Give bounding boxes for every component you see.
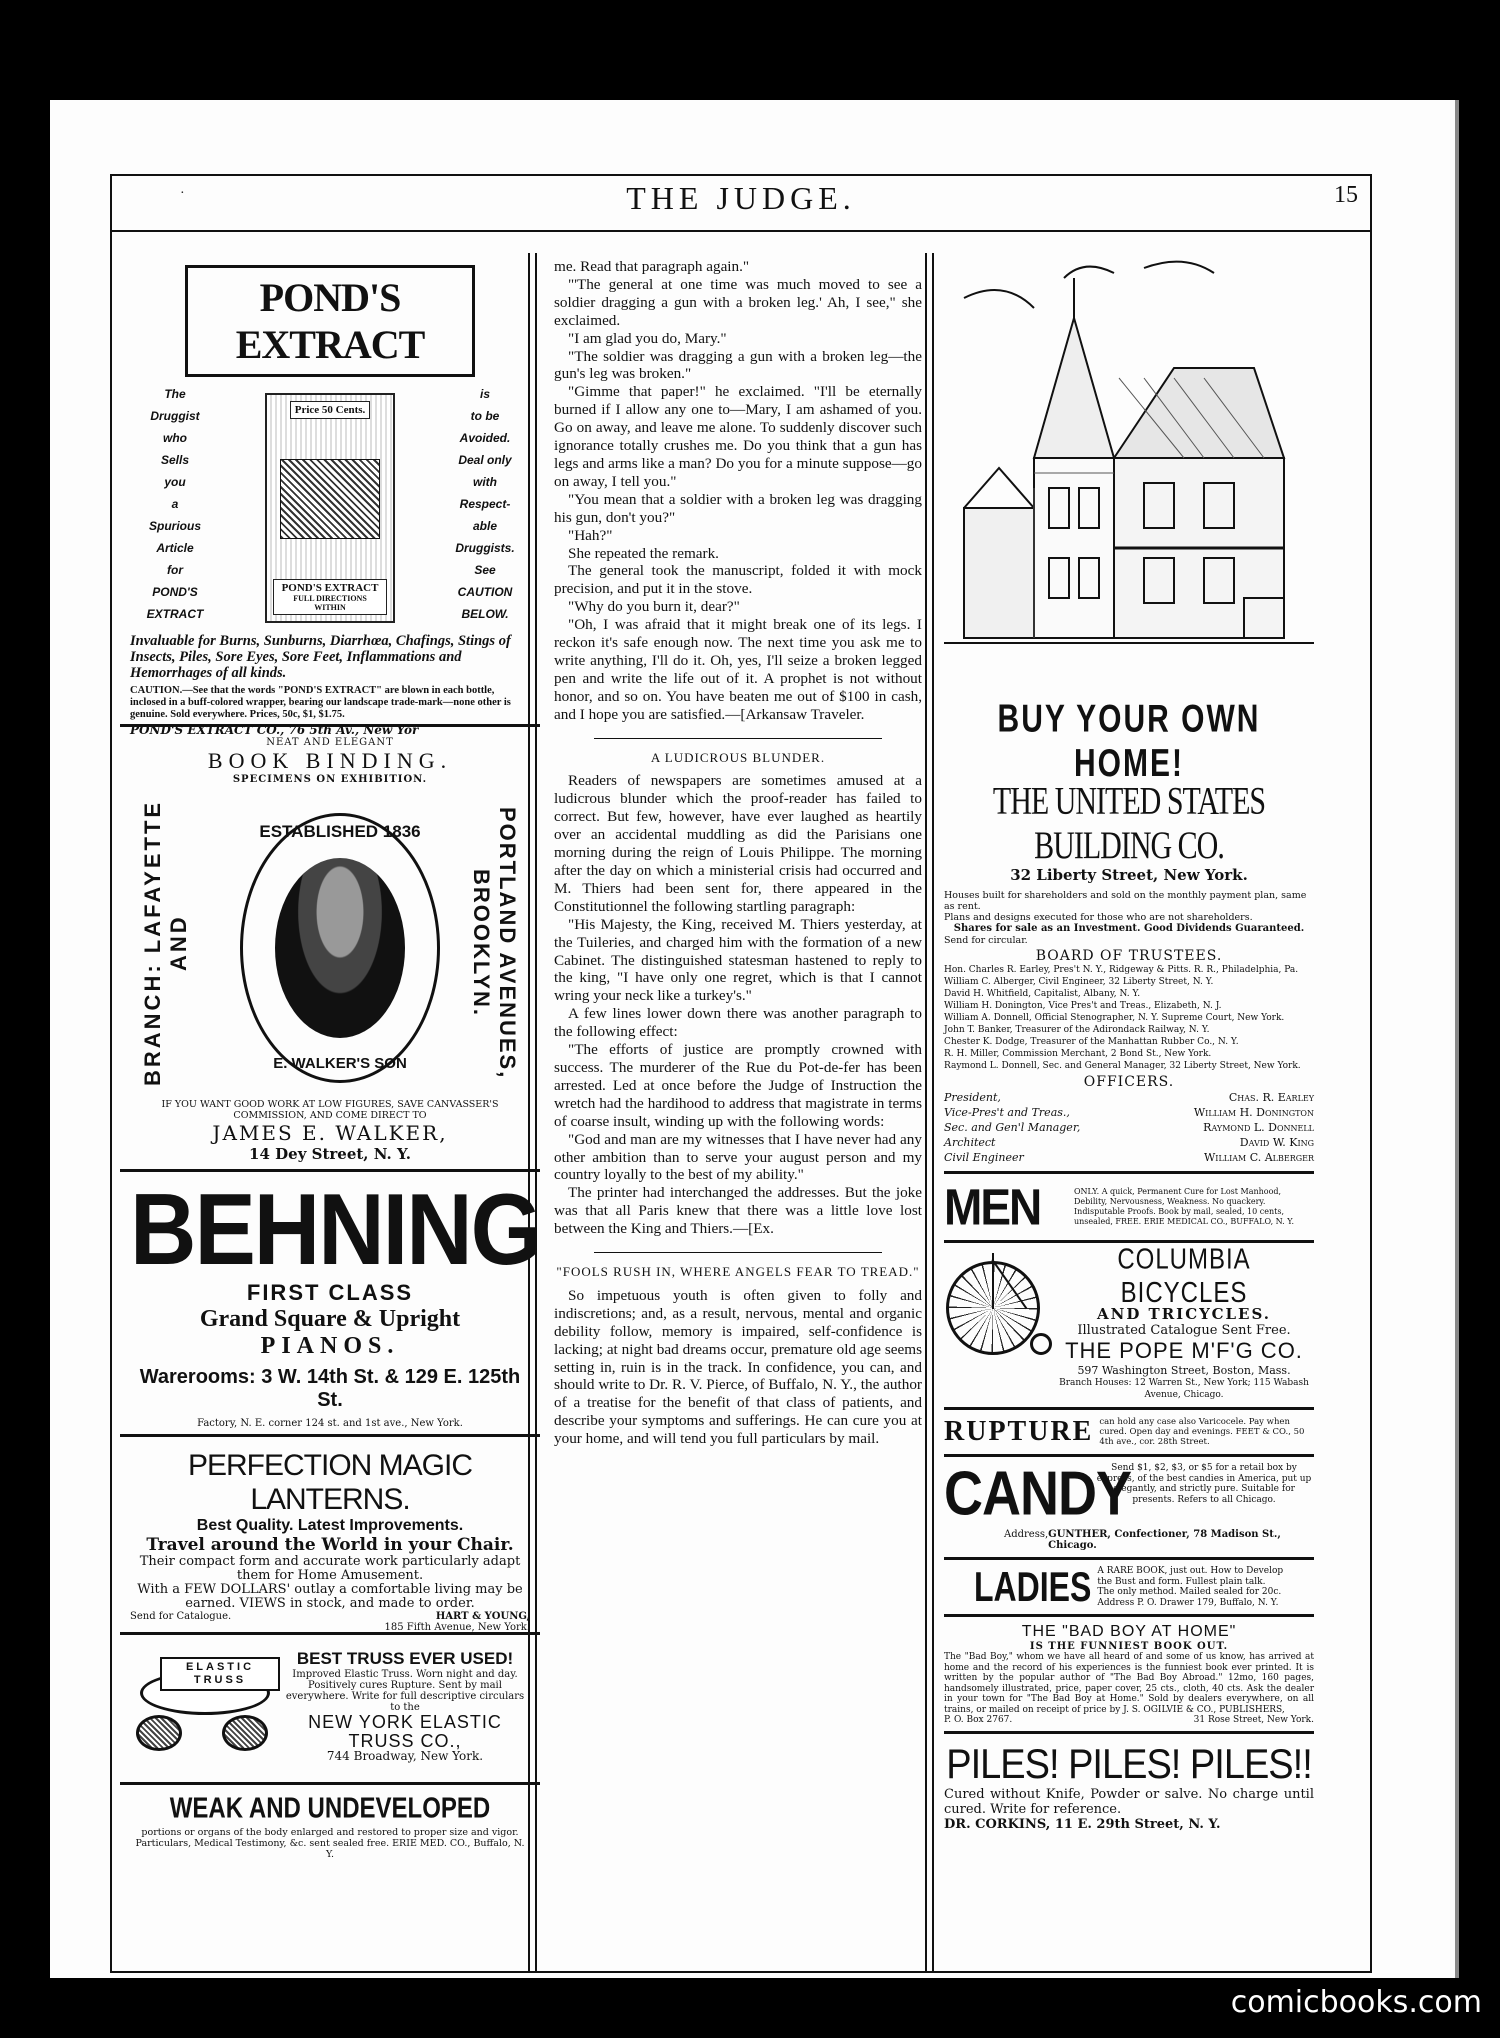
- piles-doctor: DR. CORKINS, 11 E. 29th Street, N. Y.: [944, 1817, 1221, 1832]
- article-fools-rush: [554, 1287, 922, 1448]
- columbia-address: 597 Washington Street, Boston, Mass.: [1077, 1364, 1291, 1377]
- elastic-truss-ad: [120, 1635, 540, 1785]
- officer-name: Chas. R. Earley: [1228, 1091, 1314, 1104]
- building-send: Send for circular.: [944, 935, 1028, 946]
- article-paragraph: me. Read that paragraph again.": [554, 258, 750, 275]
- rupture-ad: [944, 1407, 1314, 1454]
- trustee-entry: Chester K. Dodge, Treasurer of the Manhattan Rubber Co., N. Y.: [944, 1037, 1239, 1047]
- ladies-text: A RARE BOOK, just out. How to Develop the Bust and form. Fullest plain talk. The only method. Mailed sealed for 20c. Address P. O. Drawer 179, Buffalo, N. Y.: [1097, 1566, 1284, 1608]
- ponds-right-item: BELOW.: [461, 607, 509, 621]
- page-edge: [1455, 100, 1459, 1978]
- heading-ludicrous-blunder: A LUDICROUS BLUNDER.: [650, 749, 826, 765]
- bottle-landscape-image: [280, 459, 380, 539]
- behning-pianos: PIANOS.: [260, 1333, 400, 1359]
- piles-title: PILES! PILES! PILES!!: [946, 1741, 1312, 1789]
- trustee-entry: William H. Donington, Vice Pres't and Treas., Elizabeth, N. J.: [944, 1001, 1222, 1011]
- article-paragraph: "The efforts of justice are promptly crowned with success. The murderer of the Rue du Pot-de-fer has been arrested. Led at once before the Judge of Instruction the wretch had the hardihood to address that magistrate in terms of coarse insult, winding up with the following words:: [554, 1041, 922, 1130]
- magic-lanterns-ad: [120, 1437, 540, 1635]
- candy-word: CANDY: [944, 1459, 1132, 1529]
- officer-role: Architect: [944, 1136, 996, 1149]
- article-paragraph: "His Majesty, the King, received M. Thiers yesterday, at the Tuileries, and charged him with the formation of a new Cabinet. The distinguished statesman hastened to reply to the king, "I have only one regret, which is that I cannot wring your neck like a turkey's.": [554, 915, 922, 1005]
- candy-ad: [944, 1454, 1314, 1557]
- bb-title: BOOK BINDING.: [207, 748, 453, 773]
- columbia-company: THE POPE M'F'G CO.: [1065, 1338, 1303, 1363]
- article-paragraph: "Gimme that paper!" he exclaimed. "I'll be eternally burned if I allow any one to—Mary, I am ashamed of you. Go on away, and leave me alone. To suddenly discover such ignorance totally crushes me. Do you think that a gun has legs and arms like a man? Do you for a minute suppose—go on away, I tell you.": [554, 383, 922, 490]
- ponds-left-item: a: [171, 497, 179, 511]
- bb-portland-vertical: PORTLAND AVENUES, BROOKLYN.: [469, 806, 520, 1080]
- officer-role: Sec. and Gen'l Manager,: [944, 1121, 1081, 1134]
- ponds-left-item: The: [164, 387, 186, 401]
- officer-row: [944, 1150, 1314, 1165]
- columbia-bicycles-ad: [944, 1240, 1314, 1407]
- trustee-entry: Raymond L. Donnell, Sec. and General Manager, 32 Liberty Street, New York.: [944, 1061, 1301, 1071]
- candy-address-label: Address,: [1004, 1529, 1049, 1540]
- article-paragraph: "God and man are my witnesses that I have never had any other ambition than to serve your august person and my country loyally to the best of my ability.": [554, 1130, 922, 1184]
- men-ad: [944, 1171, 1314, 1240]
- badboy-title: THE "BAD BOY AT HOME": [1021, 1623, 1237, 1640]
- ponds-right-text: [440, 383, 530, 625]
- bb-established: ESTABLISHED 1836: [259, 822, 421, 841]
- bottle-price: Price 50 Cents.: [290, 401, 371, 419]
- ponds-right-item: able: [472, 519, 497, 533]
- ponds-left-text: [130, 383, 220, 625]
- ponds-left-item: Article: [156, 541, 194, 555]
- board-title: BOARD OF TRUSTEES.: [1035, 948, 1223, 964]
- bottle-label: POND'S EXTRACT FULL DIRECTIONS WITHIN: [273, 579, 387, 615]
- behning-factory: Factory, N. E. corner 124 st. and 1st ave., New York.: [197, 1418, 463, 1429]
- ponds-right-item: to be: [470, 409, 500, 423]
- behning-piano-ad: [120, 1172, 540, 1437]
- column-right: [944, 258, 1314, 1838]
- article-paragraph: "Why do you burn it, dear?": [568, 598, 740, 616]
- ponds-right-item: CAUTION: [457, 585, 513, 599]
- weak-undeveloped-ad: [120, 1785, 540, 1864]
- bb-branch-vertical: BRANCH: LAFAYETTE AND: [140, 799, 191, 1087]
- ponds-right-item: See: [474, 563, 496, 577]
- article-paragraph: "You mean that a soldier with a broken leg was dragging his gun, don't you?": [554, 490, 922, 526]
- trustee-entry: R. H. Miller, Commission Merchant, 2 Bond St., New York.: [944, 1049, 1212, 1059]
- rupture-word: RUPTURE: [944, 1416, 1094, 1447]
- officer-name: Raymond L. Donnell: [1203, 1121, 1314, 1134]
- house-illustration-image: [944, 258, 1314, 688]
- column-middle: [554, 258, 922, 1448]
- article-paragraph: "'The general at one time was much moved to see a soldier dragging a gun with a broken leg.' Ah, I see," she exclaimed.: [554, 275, 922, 329]
- masthead: · THE JUDGE. 15: [180, 180, 1358, 216]
- ponds-left-item: Spurious: [148, 519, 201, 533]
- trustee-entry: Hon. Charles R. Earley, Pres't N. Y., Ridgeway & Pitts. R. R., Philadelphia, Pa.: [944, 965, 1299, 975]
- piles-text: Cured without Knife, Powder or salve. No charge until cured. Write for reference.: [944, 1787, 1314, 1817]
- watermark: comicbooks.com: [1230, 1985, 1482, 2020]
- behning-grand: Grand Square & Upright: [199, 1306, 461, 1332]
- trustee-entry: William A. Donnell, Official Stenographer, N. Y. Supreme Court, New York.: [944, 1013, 1285, 1023]
- ponds-right-item: Druggists.: [455, 541, 515, 555]
- article-paragraph: The general took the manuscript, folded it with mock precision, and put it in the stove.: [554, 562, 922, 598]
- men-text: ONLY. A quick, Permanent Cure for Lost Manhood, Debility, Nervousness, Weakness. No quackery. Indisputable Proofs. Book by mail, sealed, 10 cents, unsealed, FREE. ERIE MEDICAL CO., BUFFALO, N. Y.: [1074, 1187, 1295, 1226]
- article-paragraph: "Oh, I was afraid that it might break one of its legs. I reckon it's safe enough now. The next time you ask me to write anything, I'll do it. Oh, yes, I'll seize a broken legged pen and write the life out of it. A prophet is not without honor, and so on. You have beaten me out of $100 in cash, and I hope you are satisfied.—[Arkansaw Traveler.: [554, 616, 922, 723]
- behning-warerooms: Warerooms: 3 W. 14th St. & 129 E. 125th St.: [139, 1366, 521, 1411]
- building-co-ad: [944, 258, 1314, 1165]
- columbia-branch: Branch Houses: 12 Warren St., New York; 115 Wabash Avenue, Chicago.: [1059, 1378, 1309, 1400]
- article-paragraph: "Hah?": [568, 526, 613, 544]
- badboy-body: The "Bad Boy," whom we have all heard of and some of us know, has arrived at home and the record of his experiences is the funniest book ever printed. It is written by the popular author of "The Bad Boy Abroad." 12mo, 160 pages, handsomely illustrated, price, paper cover, 25 cts., cloth, 40 cts. Ask the dealer in your town for "The Bad Boy at Home." Sold by dealers everywhere, on all trains, or mailed on receipt of price by J. S. OGILVIE & CO., PUBLISHERS,: [944, 1652, 1314, 1715]
- bb-specimens: SPECIMENS ON EXHIBITION.: [232, 774, 428, 785]
- behning-first-class: FIRST CLASS: [246, 1280, 414, 1305]
- ponds-left-item: EXTRACT: [146, 607, 204, 621]
- ponds-left-item: you: [164, 475, 186, 489]
- ponds-company: POND'S EXTRACT CO., 76 5th Av., New Yor: [130, 723, 419, 737]
- officer-row: [944, 1090, 1314, 1105]
- article-paragraph: She repeated the remark.: [568, 544, 719, 562]
- truss-company: NEW YORK ELASTIC TRUSS CO.,: [308, 1712, 502, 1751]
- article-arkansaw: [554, 258, 922, 724]
- columbia-catalogue: Illustrated Catalogue Sent Free.: [1077, 1323, 1291, 1338]
- weak-small: portions or organs of the body enlarged and restored to proper size and vigor. Particulars, Medical Testimony, &c. sent sealed free. ERIE MED. CO., Buffalo, N. Y.: [135, 1827, 525, 1860]
- piles-ad: [944, 1731, 1314, 1838]
- ponds-left-item: Druggist: [150, 409, 200, 423]
- bb-small: IF YOU WANT GOOD WORK AT LOW FIGURES, SAVE CANVASSER'S COMMISSION, AND COME DIRECT TO: [161, 1099, 499, 1121]
- candy-text: Send $1, $2, $3, or $5 for a retail box by express, of the best candies in America, put up elegantly, and strictly pure. Suitable for presents. Refers to all Chicago.: [1096, 1463, 1312, 1505]
- officer-row: [944, 1135, 1314, 1150]
- columbia-sub: AND TRICYCLES.: [1096, 1305, 1272, 1323]
- ponds-title: POND'S EXTRACT: [185, 265, 475, 377]
- officer-name: David W. King: [1239, 1136, 1314, 1149]
- book-binding-ad: [120, 727, 540, 1172]
- ponds-right-item: Avoided.: [459, 431, 511, 445]
- bad-boy-ad: [944, 1614, 1314, 1731]
- page-number: 15: [1334, 182, 1358, 208]
- ponds-left-item: who: [163, 431, 187, 445]
- column-rule: [932, 253, 934, 1973]
- bb-name: JAMES E. WALKER,: [212, 1121, 448, 1145]
- officer-role: Civil Engineer: [944, 1151, 1024, 1164]
- candy-gunther: GUNTHER, Confectioner, 78 Madison St., Chicago.: [1048, 1529, 1281, 1551]
- trustee-entry: David H. Whitfield, Capitalist, Albany, N. Y.: [944, 989, 1141, 999]
- lanterns-body: Their compact form and accurate work particularly adapt them for Home Amusement.: [139, 1554, 521, 1583]
- truss-address: 744 Broadway, New York.: [326, 1749, 484, 1763]
- trustee-entry: John T. Banker, Treasurer of the Adirondack Railway, N. Y.: [944, 1025, 1210, 1035]
- ponds-extract-ad: [120, 255, 540, 737]
- officer-role: President,: [944, 1091, 1001, 1104]
- rupture-text: can hold any case also Varicocele. Pay when cured. Open day and evenings. FEET & CO., 50 4th ave., cor. 28th Street.: [1099, 1417, 1305, 1447]
- officers-title: OFFICERS.: [1083, 1074, 1175, 1090]
- home-title: BUY YOUR OWN HOME!: [997, 697, 1261, 785]
- ponds-left-item: POND'S: [152, 585, 198, 599]
- lanterns-sub: Best Quality. Latest Improvements.: [196, 1517, 464, 1534]
- ladies-ad: [944, 1557, 1314, 1614]
- article-paragraph: "I am glad you do, Mary.": [568, 329, 727, 347]
- badboy-street: 31 Rose Street, New York.: [1193, 1715, 1314, 1725]
- building-shares: Shares for sale as an Investment. Good Dividends Guaranteed.: [953, 923, 1305, 934]
- bb-address: 14 Dey Street, N. Y.: [249, 1145, 411, 1163]
- building-plans: Plans and designs executed for those who are not shareholders.: [944, 912, 1253, 923]
- ponds-left-item: for: [167, 563, 183, 577]
- lanterns-send: Send for Catalogue.: [130, 1611, 232, 1622]
- article-ludicrous-blunder: [554, 772, 922, 1238]
- men-word: MEN: [944, 1178, 1041, 1236]
- officer-role: Vice-Pres't and Treas.,: [944, 1106, 1070, 1119]
- bb-medallion: [240, 813, 440, 1083]
- bicycle-image: [944, 1249, 1054, 1369]
- trustee-list: [944, 964, 1314, 1072]
- badboy-sub: IS THE FUNNIEST BOOK OUT.: [1029, 1641, 1229, 1652]
- truss-image: [130, 1649, 280, 1759]
- trustee-entry: William C. Alberger, Civil Engineer, 32 Liberty Street, N. Y.: [944, 977, 1214, 987]
- ponds-invaluable: Invaluable for Burns, Sunburns, Diarrhœa, Chafings, Stings of Insects, Piles, Sore Eyes, Sore Feet, Inflammations and Hemorrhages of all kinds.: [130, 633, 511, 681]
- truss-label: ELASTIC TRUSS: [160, 1657, 280, 1691]
- article-paragraph: Readers of newspapers are sometimes amused at a ludicrous blunder which the proof-reader has failed to correct. But few, however, have ever laughed as heartily over an accidental muddling as did the Parisians one morning during the reign of Louis Philippe. The morning after the day on which a ministerial crisis had occurred and M. Thiers had been sent for, there appeared in the Constitutionnel the following startling paragraph:: [554, 772, 922, 915]
- article-paragraph: A few lines lower down there was another paragraph to the following effect:: [554, 1005, 922, 1041]
- columbia-title: COLUMBIA BICYCLES: [1117, 1243, 1251, 1310]
- article-paragraph: The printer had interchanged the addresses. But the joke was that all Paris knew that there was a little love lost between the King and Thiers.—[Ex.: [554, 1184, 922, 1238]
- ponds-right-item: with: [473, 475, 497, 489]
- ponds-right-item: is: [479, 387, 490, 401]
- lanterns-hart: HART & YOUNG,: [435, 1611, 530, 1622]
- lanterns-hart-address: 185 Fifth Avenue, New York.: [384, 1622, 530, 1633]
- lanterns-travel: Travel around the World in your Chair.: [146, 1535, 514, 1555]
- truss-best: BEST TRUSS EVER USED!: [296, 1649, 514, 1668]
- masthead-title: THE JUDGE.: [626, 180, 856, 216]
- ponds-left-item: Sells: [160, 453, 190, 467]
- ponds-right-item: Deal only: [458, 453, 512, 467]
- truss-small: Improved Elastic Truss. Worn night and day. Positively cures Rupture. Sent by mail everywhere. Write for full descriptive circulars to the: [285, 1669, 525, 1713]
- masthead-rule: [110, 230, 1372, 232]
- badboy-po: P. O. Box 2767.: [944, 1715, 1013, 1725]
- ladies-word: LADIES: [974, 1562, 1092, 1610]
- officer-row: [944, 1120, 1314, 1135]
- officer-list: [944, 1090, 1314, 1165]
- ponds-caution: CAUTION.—See that the words "POND'S EXTRACT" are blown in each bottle, inclosed in a buff-colored wrapper, bearing our landscape trade-mark—none other is genuine. Sold everywhere. Prices, 50c, $1, $1.75.: [130, 685, 511, 720]
- article-paragraph: "The soldier was dragging a gun with a broken leg—the gun's leg was broken.": [554, 347, 922, 383]
- building-co-address: 32 Liberty Street, New York.: [1010, 866, 1248, 884]
- officer-name: William H. Donington: [1193, 1106, 1314, 1119]
- column-left: [120, 255, 540, 1864]
- lanterns-body2: With a FEW DOLLARS' outlay a comfortable living may be earned. VIEWS in stock, and made to order.: [137, 1582, 523, 1611]
- lanterns-title: PERFECTION MAGIC LANTERNS.: [187, 1449, 472, 1516]
- behning-name: BEHNING: [130, 1173, 541, 1287]
- bb-son: E. WALKER'S SON: [273, 1055, 407, 1072]
- article-paragraph: So impetuous youth is often given to folly and indiscretions; and, as a result, nervous, mental and organic debility follow, memory is impaired, self-confidence is lacking; at night bad dreams occur, premature old age seems setting in, ruin is in the track. In confidence, you can, and should write to Dr. R. V. Pierce, of Buffalo, N. Y., the author of a treatise for the benefit of that class of patients, and describe your symptoms and sufferings. He can cure you at your home, and will tend you full particulars by mail.: [554, 1286, 922, 1448]
- column-rule: [925, 253, 927, 1973]
- officer-row: [944, 1105, 1314, 1120]
- house-drawing: [944, 258, 1314, 688]
- heading-fools-rush: "FOOLS RUSH IN, WHERE ANGELS FEAR TO TREAD.": [556, 1264, 920, 1280]
- ponds-bottle-image: [265, 393, 395, 623]
- portrait-image: [275, 858, 405, 1038]
- bb-neat: NEAT AND ELEGANT: [266, 737, 394, 748]
- weak-title: WEAK AND UNDEVELOPED: [169, 1792, 491, 1825]
- ponds-right-item: Respect-: [459, 497, 511, 511]
- building-houses: Houses built for shareholders and sold on the monthly payment plan, same as rent.: [944, 890, 1307, 912]
- officer-name: William C. Alberger: [1204, 1151, 1314, 1164]
- building-co-name: THE UNITED STATES BUILDING CO.: [992, 779, 1266, 867]
